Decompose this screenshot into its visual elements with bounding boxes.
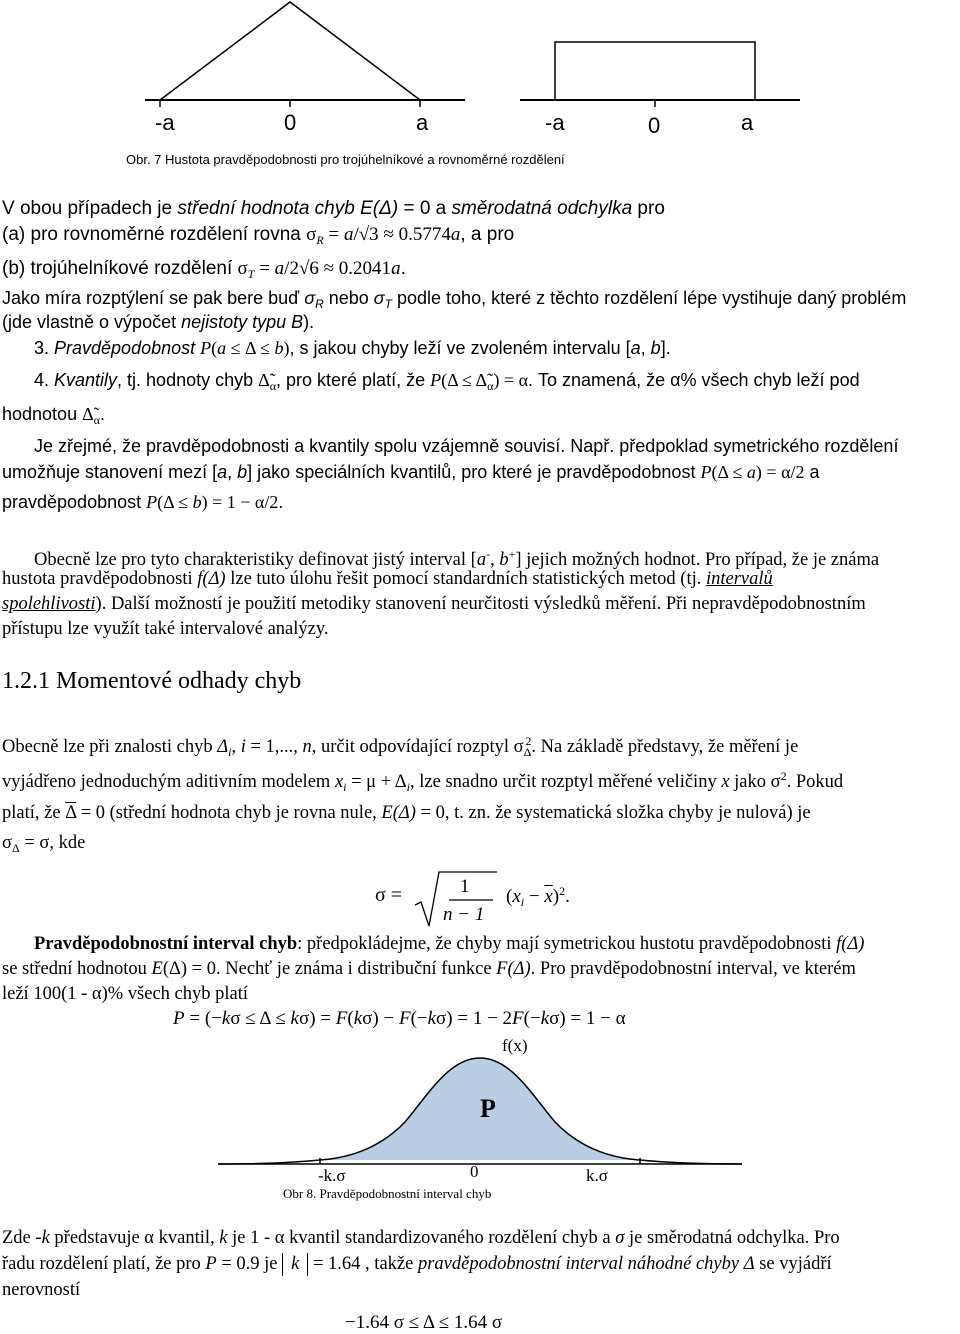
tick-label: -a <box>155 110 175 135</box>
para7-line2: řadu rozdělení platí, že pro P = 0.9 je k = 1.64 , takže pravděpodobnostní interval náhodné chyby Δ se vyjádří <box>2 1254 832 1274</box>
formula2: P = (−kσ ≤ Δ ≤ kσ) = F(kσ) − F(−kσ) = 1 − 2F(−kσ) = 1 − α <box>173 1008 626 1029</box>
tick-label: -a <box>545 110 565 135</box>
section-heading: 1.2.1 Momentové odhady chyb <box>2 668 302 694</box>
formula1-lhs: σ = <box>375 884 403 906</box>
tick-label: 0 <box>648 113 661 138</box>
para1-line1: V obou případech je střední hodnota chyb E(Δ) = 0 a směrodatná odchylka pro <box>2 198 665 219</box>
para5-line3: platí, že $\overline{\Delta} = 0$ (střední hodnota chyb je rovna nule, E(Δ) = 0, t. zn. že systematická složka chyby je nulová) je <box>2 803 811 823</box>
tick-label: 0 <box>284 110 297 135</box>
area-label-P: P <box>480 1094 496 1123</box>
tick-label: a <box>416 110 429 135</box>
figure-7-caption: Obr. 7 Hustota pravděpodobnosti pro trojúhelníkové a rovnoměrné rozdělení <box>126 152 565 167</box>
f-of-x-label: f(x) <box>502 1036 528 1055</box>
para1-line2: (a) pro rovnoměrné rozdělení rovna $\sigma_R = a/√3 \approx 0.5774a$, a pro <box>2 224 515 247</box>
para4-line1: Obecně lze pro tyto charakteristiky definovat jistý interval [a-, b+] jejich možných hodnot. Pro případ, že je známa <box>34 547 880 570</box>
triangle-density <box>160 2 420 100</box>
para7-line1: Zde -k představuje α kvantil, k je 1 - α kvantil standardizovaného rozdělení chyb a σ je směrodatná odchylka. Pro <box>2 1228 840 1248</box>
para3-line3: pravděpodobnost P(Δ ≤ b) = 1 − α/2. <box>2 492 284 512</box>
para6-line2: se střední hodnotou E(Δ) = 0. Nechť je známa i distribuční funkce F(Δ). Pro pravděpodobnostní interval, ve kterém <box>2 959 856 979</box>
tick-label: -k.σ <box>318 1166 346 1185</box>
formula1-denominator: n − 1 <box>443 904 485 925</box>
formula1-numerator: 1 <box>460 876 470 897</box>
para6-line3: leží 100(1 - α)% všech chyb platí <box>2 984 249 1004</box>
tick-label: a <box>741 110 754 135</box>
para5-line4: $\sigma_\Delta = \sigma$, kde <box>2 833 86 855</box>
para5-line2: vyjádřeno jednoduchým aditivním modelem $x_i = \mu + \Delta_i$, lze snadno určit rozptyl měřené veličiny x jako $\sigma^2$. Pokud <box>2 769 844 794</box>
para7-line3: nerovností <box>2 1280 81 1300</box>
item-3: 3. Pravděpodobnost P(a ≤ Δ ≤ b), s jakou chyby leží ve zvoleném intervalu [a, b]. <box>34 338 671 358</box>
figure-7-uniform <box>515 0 805 110</box>
para2-line1: Jako míra rozptýlení se pak bere buď $\sigma_R$ nebo $\sigma_T$ podle toho, které z těchto rozdělení lépe vystihuje daný problém <box>2 288 907 311</box>
tick-label: 0 <box>470 1162 479 1181</box>
para4-line4: přístupu lze využít také intervalové analýzy. <box>2 619 329 639</box>
item-4-line2: hodnotou $\Deltã_\alpha$. <box>2 404 105 427</box>
formula3: −1.64 σ ≤ Δ ≤ 1.64 σ <box>345 1312 503 1333</box>
figure-8-caption: Obr 8. Pravděpodobnostní interval chyb <box>283 1186 492 1201</box>
para3-line1: Je zřejmé, že pravděpodobnosti a kvantily spolu vzájemně souvisí. Např. předpoklad symetrického rozdělení <box>34 436 899 456</box>
para1-line3: (b) trojúhelníkové rozdělení $\sigma_T = a/2√6 \approx 0.2041a$. <box>2 258 406 281</box>
para4-line2: hustota pravděpodobnosti f(Δ) lze tuto úlohu řešit pomocí standardních statistických metod (tj. intervalů <box>2 569 773 589</box>
para4-line3: spolehlivosti). Další možností je použití metodiky stanovení neurčitosti výsledků měření. Při nepravděpodobnostním <box>2 594 866 614</box>
formula1-sum: $(x_i - \overline{x})^2$. <box>506 884 570 909</box>
para5-line1: Obecně lze při znalosti chyb $\Delta_i$, i = 1,..., n, určit odpovídající rozptyl $\sigma_\Delta^2$. Na základě představy, že měření je <box>2 734 799 759</box>
para6-line1: Pravděpodobnostní interval chyb: předpokládejme, že chyby mají symetrickou hustotu pravděpodobnosti f(Δ) <box>34 934 865 954</box>
para3-line2: umožňuje stanovení mezí [a, b] jako speciálních kvantilů, pro které je pravděpodobnost P(Δ ≤ a) = α/2 a <box>2 462 820 482</box>
item-4-line1: 4. Kvantily, tj. hodnoty chyb $\Deltã_\alpha$, pro které platí, že $P(\Delta \le \Deltã_\alpha) = \alpha$. To znamená, že α% všech chyb leží pod <box>34 370 860 393</box>
uniform-density <box>555 42 755 100</box>
tick-label: k.σ <box>586 1166 608 1185</box>
figure-7-triangular <box>140 0 470 110</box>
para2-line2: (jde vlastně o výpočet nejistoty typu B). <box>2 312 315 332</box>
